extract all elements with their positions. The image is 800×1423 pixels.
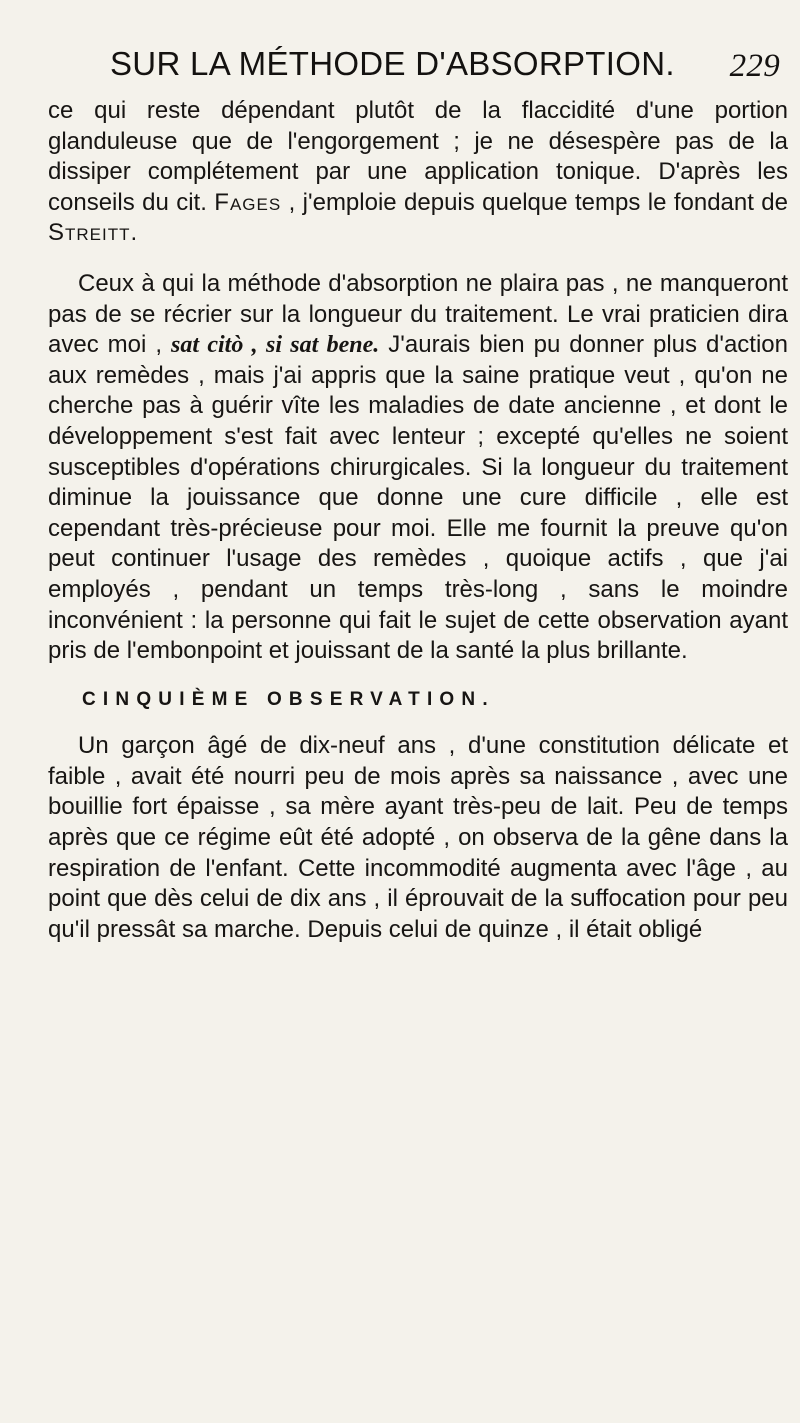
paragraph-3-text: Un garçon âgé de dix-neuf ans , d'une constitution délicate et faible , avait été nourri peu de mois après sa naissance , avec une bouillie fort épaisse , sa mère ayant très-peu de lait. Peu de temps après que ce régime eût été adopté , on observa de la gêne dans la respiration de l'enfant. Cette incommodité augmenta avec l'âge , au point que dès celui de dix ans , il éprouvait de la suffocation pour peu qu'il pressât sa marche. Depuis celui de quinze , il était obligé (48, 732, 788, 943)
paragraph-3 (48, 731, 788, 945)
name-fages: Fages (214, 188, 282, 216)
paragraph-2 (48, 269, 788, 667)
paragraph-2-text-a: Ceux à qui la méthode d'absorption ne plaira pas , ne manqueront pas de se récrier sur la longueur du traitement. Le vrai praticien dira avec moi , (48, 269, 788, 359)
running-head (110, 44, 790, 84)
latin-quote: sat citò , si sat bene. (171, 332, 380, 359)
paragraph-1-text-a: ce qui reste dépendant plutôt de la flaccidité d'une portion glanduleuse que de l'engorgement ; je ne désespère pas de la dissiper complétement par une application tonique. D'après les conseils du cit. (48, 97, 788, 216)
paragraph-1 (48, 96, 788, 249)
body-text (48, 96, 788, 945)
page-number: 229 (729, 48, 780, 84)
name-streitt: Streitt (48, 219, 131, 247)
section-heading: CINQUIÈME OBSERVATION. (82, 688, 495, 710)
paragraph-2-text-b: J'aurais bien pu donner plus d'action aux remèdes , mais j'ai appris que la saine pratique veut , qu'on ne cherche pas à guérir vîte les maladies de date ancienne , et dont le développement s'est fait avec lenteur ; excepté qu'elles ne soient susceptibles d'opérations chirurgicales. Si la longueur du traitement diminue la jouissance que donne une cure difficile , elle est cependant très-précieuse pour moi. Elle me fournit la preuve qu'on peut continuer l'usage des remèdes , quoique actifs , que j'ai employés , pendant un temps très-long , sans le moindre inconvénient : la personne qui fait le sujet de cette observation ayant pris de l'embonpoint et jouissant de la santé la plus brillante. (48, 331, 788, 665)
running-title: SUR LA MÉTHODE D'ABSORPTION. (110, 45, 675, 82)
paragraph-1-text-c: . (130, 219, 138, 247)
paragraph-1-text-b: , j'emploie depuis quelque temps le fondant de (281, 188, 789, 216)
